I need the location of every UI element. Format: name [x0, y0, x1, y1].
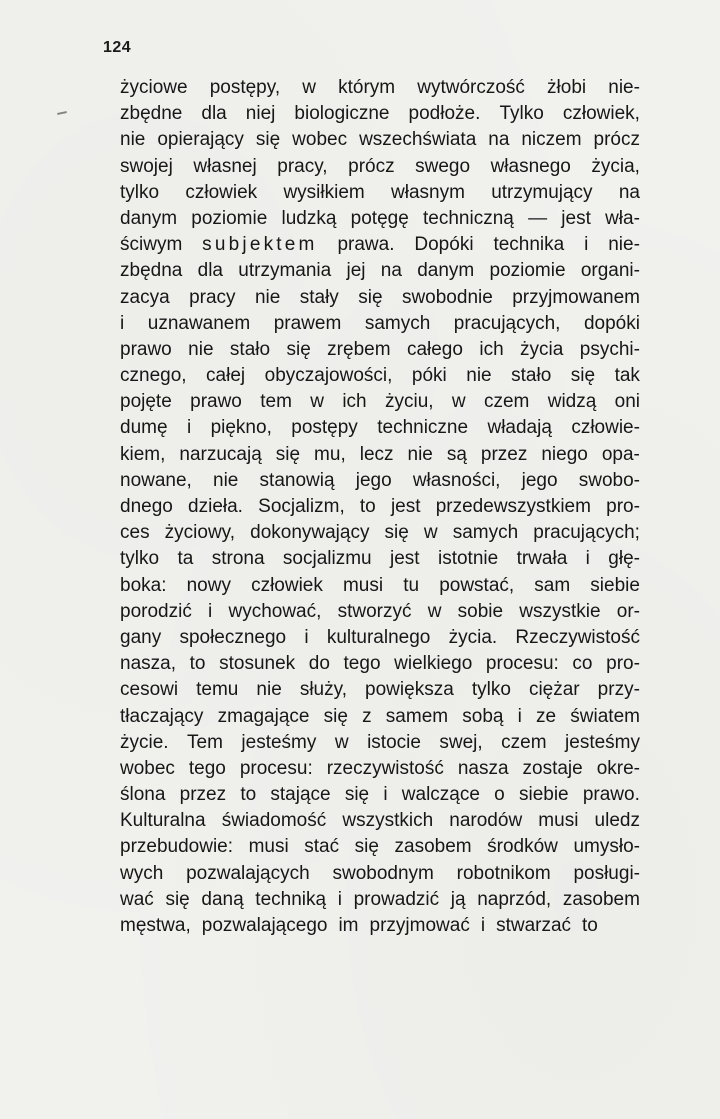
word: techniczną	[423, 207, 514, 229]
text-line	[120, 75, 640, 101]
word: subjektem	[202, 234, 318, 256]
word: ich	[342, 391, 367, 413]
word: niego	[541, 443, 588, 465]
word: swego	[415, 155, 471, 177]
word: i	[585, 548, 590, 570]
word: tego	[188, 757, 226, 779]
word: jest	[561, 207, 591, 229]
word: siebie	[590, 574, 640, 596]
word: nasza	[457, 757, 509, 779]
text-line	[120, 808, 640, 834]
word: —	[528, 207, 548, 229]
word: ze	[536, 705, 557, 727]
word: stanowią	[259, 469, 335, 491]
text-line	[120, 154, 640, 180]
word: życie.	[120, 731, 169, 753]
word: Kulturalna	[120, 810, 206, 832]
word: życiowy,	[164, 522, 236, 544]
word: i	[517, 705, 522, 727]
word: dzieła.	[188, 496, 243, 517]
text-line	[120, 756, 640, 782]
word: swobodnym	[332, 862, 434, 884]
word: swojej	[120, 155, 173, 177]
word: prócz	[348, 155, 395, 177]
word: uznawanem	[147, 312, 251, 334]
word: z	[362, 705, 372, 727]
word: postępy	[291, 417, 358, 439]
word: dokonywający	[250, 522, 370, 544]
word: nie	[188, 338, 214, 360]
word: stosunek	[219, 653, 296, 675]
word: służy,	[299, 679, 347, 701]
text-line	[120, 625, 640, 651]
text-line	[120, 415, 640, 441]
word: opa-	[601, 443, 640, 465]
text-line	[120, 258, 640, 284]
text-line	[120, 704, 640, 730]
word: samych	[452, 522, 519, 544]
word: przez	[480, 443, 528, 465]
word: siebie	[518, 784, 569, 806]
word: musi	[538, 810, 579, 832]
word: zostaje	[522, 757, 583, 779]
text-line	[120, 861, 640, 887]
word: nie-	[608, 77, 640, 98]
word: co	[572, 653, 593, 675]
word: psychi-	[579, 338, 640, 360]
word: głę-	[608, 548, 640, 570]
word: opierający	[157, 129, 244, 151]
word: swej,	[439, 731, 483, 753]
word: dopóki	[583, 312, 640, 334]
word: i	[208, 600, 213, 622]
word: człowiek	[251, 574, 323, 596]
word: cesowi	[120, 679, 179, 701]
word: narodów	[449, 810, 523, 832]
word: im	[338, 915, 359, 936]
text-line	[120, 180, 640, 206]
text-line	[120, 730, 640, 756]
word: technika	[493, 234, 565, 256]
word: procesu:	[485, 653, 559, 675]
word: trwała	[516, 548, 568, 570]
word: stworzyć	[337, 600, 412, 622]
word: tego	[343, 653, 381, 675]
word: na	[618, 181, 640, 203]
word: poziomie	[191, 207, 268, 229]
text-line	[120, 337, 640, 363]
word: całego	[406, 338, 463, 360]
word: człowie-	[571, 417, 640, 439]
word: mu,	[314, 443, 346, 465]
word: całej	[206, 365, 246, 387]
word: obyczajowości,	[264, 365, 393, 387]
word: przez	[179, 784, 227, 806]
text-line	[120, 782, 640, 808]
word: jego	[521, 469, 558, 491]
word: tłaczający	[120, 705, 204, 727]
word: boka:	[120, 574, 167, 596]
word: wła-	[605, 207, 640, 229]
word: sobą	[462, 705, 504, 727]
word: i	[120, 312, 125, 334]
word: istotnie	[437, 548, 499, 570]
word: zmagające	[217, 705, 310, 727]
word: się	[354, 836, 379, 858]
word: ich	[479, 338, 504, 360]
word: pracujących,	[453, 312, 561, 334]
word: się	[344, 784, 370, 806]
word: życia.	[448, 626, 498, 648]
word: utrzymania	[238, 260, 332, 282]
word: życiu,	[384, 391, 434, 413]
word: stały	[299, 286, 339, 308]
word: musi	[342, 574, 384, 596]
word: stać	[304, 836, 340, 858]
word: to	[189, 653, 206, 675]
word: wobec	[120, 757, 175, 779]
word: porodzić	[120, 600, 192, 622]
word: przyjmowanem	[512, 286, 640, 308]
word: się	[570, 365, 596, 387]
word: własnej	[193, 155, 257, 177]
word: sam	[534, 574, 571, 596]
word: prócz	[593, 129, 640, 151]
word: zrębem	[327, 338, 391, 360]
word: Tylko	[499, 103, 544, 125]
word: na	[488, 129, 510, 151]
text-line	[120, 834, 640, 860]
word: pojęte	[120, 391, 172, 413]
word: posługi-	[573, 862, 640, 884]
word: wać	[120, 888, 154, 910]
word: pracy,	[277, 155, 328, 177]
word: widzą	[547, 391, 597, 413]
word: danym	[417, 260, 475, 282]
word: nie-	[608, 234, 640, 256]
word: dnego	[120, 496, 173, 517]
word: techniczne	[377, 417, 469, 439]
text-line	[120, 573, 640, 599]
word: tylko	[120, 548, 160, 570]
word: nasza,	[120, 653, 176, 675]
word: robotnikom	[456, 862, 551, 884]
word: wych	[120, 862, 164, 884]
word: i	[186, 417, 192, 439]
word: podłoże.	[408, 103, 481, 125]
word: są	[446, 443, 467, 465]
word: się	[286, 338, 311, 360]
word: walczące	[401, 784, 480, 806]
word: ta	[177, 548, 194, 570]
word: procesu:	[239, 757, 313, 779]
word: jest	[390, 496, 421, 517]
word: ślona	[120, 784, 166, 806]
word: prawem	[273, 312, 342, 334]
word: organi-	[580, 260, 640, 282]
word: czem	[501, 731, 547, 753]
word: wszystkie	[519, 600, 601, 622]
word: w	[310, 391, 324, 413]
word: się	[165, 888, 190, 910]
word: przy-	[597, 679, 640, 701]
text-line	[120, 677, 640, 703]
word: człowiek	[185, 181, 258, 203]
word: Socjalizm,	[258, 496, 345, 517]
word: oni	[614, 391, 640, 413]
word: się	[323, 705, 348, 727]
text-line	[120, 599, 640, 625]
word: nie	[407, 443, 433, 465]
word: własnym	[391, 181, 465, 203]
word: światem	[570, 705, 640, 727]
word: tylko	[471, 679, 511, 701]
word: istocie	[367, 731, 421, 753]
word: przebudowie:	[120, 836, 234, 858]
word: lecz	[359, 443, 394, 465]
word: niej	[245, 103, 276, 125]
word: zbędna	[120, 260, 183, 282]
text-line	[120, 442, 640, 468]
word: Rzeczywistość	[515, 626, 640, 648]
word: o	[494, 784, 505, 806]
word: naprzód,	[477, 888, 552, 910]
word: samem	[385, 705, 449, 727]
word: społecznego	[179, 626, 287, 648]
word: dumę	[120, 417, 168, 439]
word: pozwalającego	[201, 915, 328, 936]
word: i	[383, 784, 388, 806]
word: w	[302, 77, 316, 98]
word: kulturalnego	[326, 626, 431, 648]
word: dla	[197, 260, 223, 282]
word: jesteśmy	[241, 731, 317, 753]
word: i	[304, 626, 309, 648]
word: to	[359, 496, 376, 517]
word: świadomość	[221, 810, 327, 832]
word: wszechświata	[359, 129, 477, 151]
word: dla	[201, 103, 227, 125]
word: musi	[248, 836, 289, 858]
word: danym	[120, 207, 178, 229]
word: prawo	[120, 338, 172, 360]
word: prawo.	[582, 784, 640, 806]
word: socjalizmu	[282, 548, 372, 570]
word: stające	[270, 784, 331, 806]
text-line	[120, 389, 640, 415]
word: własności,	[412, 469, 501, 491]
word: i	[584, 234, 589, 256]
word: wobec	[292, 129, 348, 151]
word: zasobem	[562, 888, 640, 910]
word: człowiek,	[562, 103, 640, 125]
word: strona	[211, 548, 265, 570]
word: życiowe	[120, 77, 188, 98]
word: wielkiego	[394, 653, 473, 675]
word: powiększa	[365, 679, 454, 701]
text-line	[120, 546, 640, 572]
word: zasobem	[394, 836, 472, 858]
word: się	[384, 522, 409, 544]
word: i	[480, 915, 486, 936]
word: prawa.	[337, 234, 395, 256]
word: potęgę	[350, 207, 409, 229]
word: wychować,	[228, 600, 322, 622]
word: jesteśmy	[565, 731, 640, 753]
word: wszystkich	[342, 810, 434, 832]
word: się	[255, 129, 281, 151]
word: nie	[256, 679, 282, 701]
word: nie	[213, 469, 239, 491]
word: pro-	[606, 496, 640, 517]
word: władają	[487, 417, 552, 439]
word: nowy	[186, 574, 231, 596]
word: okre-	[596, 757, 640, 779]
word: wysiłkiem	[283, 181, 365, 203]
text-line	[120, 101, 640, 127]
word: Dopóki	[414, 234, 474, 256]
word: kiem,	[120, 443, 166, 465]
word: utrzymujący	[491, 181, 593, 203]
word: środków	[487, 836, 558, 858]
word: w	[334, 731, 349, 753]
word: w	[451, 391, 466, 413]
word: uledz	[594, 810, 640, 832]
word: własnego	[490, 155, 571, 177]
text-line	[120, 887, 640, 913]
word: narzucają	[179, 443, 262, 465]
body-text	[120, 75, 640, 939]
word: rzeczywistość	[326, 757, 444, 779]
word: życia,	[591, 155, 640, 177]
word: przyjmować	[369, 915, 470, 936]
text-line	[120, 363, 640, 389]
word: techniką	[255, 888, 327, 910]
text-line	[120, 913, 640, 939]
word: wytwórczość	[417, 77, 525, 98]
word: żłobi	[547, 77, 587, 98]
word: tu	[403, 574, 420, 596]
word: męstwa,	[120, 915, 191, 936]
word: ces	[120, 522, 150, 544]
word: swobo-	[578, 469, 640, 491]
word: pro-	[606, 653, 640, 675]
word: do	[308, 653, 330, 675]
word: prawo	[190, 391, 242, 413]
word: daną	[201, 888, 244, 910]
word: powstać,	[439, 574, 515, 596]
text-line	[120, 468, 640, 494]
word: to	[582, 915, 598, 936]
word: czem	[483, 391, 530, 413]
word: prowadzić	[353, 888, 440, 910]
text-line	[120, 494, 640, 520]
word: tak	[614, 365, 640, 387]
word: na	[380, 260, 402, 282]
word: stało	[511, 365, 552, 387]
word: gany	[120, 626, 162, 648]
word: którym	[338, 77, 396, 98]
word: temu	[196, 679, 239, 701]
word: to	[240, 784, 257, 806]
word: się	[358, 286, 383, 308]
page-number: 124	[103, 39, 132, 56]
word: póki	[411, 365, 447, 387]
word: ją	[450, 888, 466, 910]
word: poziomie	[489, 260, 566, 282]
word: or-	[616, 600, 640, 622]
word: nie	[120, 129, 146, 151]
word: pracy	[189, 286, 236, 308]
word: przedewszystkiem	[435, 496, 591, 517]
word: piękno,	[210, 417, 272, 439]
word: ludzką	[281, 207, 337, 229]
word: zbędne	[120, 103, 183, 125]
word: życia	[520, 338, 564, 360]
word: umysło-	[573, 836, 640, 858]
word: tylko	[120, 181, 160, 203]
word: ściwym	[120, 234, 183, 256]
word: Tem	[187, 731, 223, 753]
margin-mark	[57, 111, 67, 115]
text-line	[120, 520, 640, 546]
text-line	[120, 127, 640, 153]
word: w	[427, 600, 442, 622]
word: jego	[355, 469, 392, 491]
word: samych	[364, 312, 431, 334]
word: postępy,	[209, 77, 281, 98]
word: w	[423, 522, 438, 544]
text-line	[120, 232, 640, 258]
word: jest	[390, 548, 420, 570]
word: stwarzać	[496, 915, 572, 936]
word: nie	[466, 365, 492, 387]
word: ciężar	[528, 679, 580, 701]
word: sobie	[457, 600, 504, 622]
word: niczem	[521, 129, 582, 151]
word: pozwalających	[186, 862, 310, 884]
text-line	[120, 311, 640, 337]
word: pracujących;	[533, 522, 640, 544]
word: biologiczne	[294, 103, 390, 125]
text-line	[120, 285, 640, 311]
word: swobodnie	[401, 286, 493, 308]
word: się	[275, 443, 301, 465]
word: tem	[260, 391, 292, 413]
text-line	[120, 206, 640, 232]
word: i	[337, 888, 342, 910]
word: zacya	[120, 286, 170, 308]
word: nie	[254, 286, 281, 308]
word: jej	[346, 260, 366, 282]
word: stało	[229, 338, 271, 360]
word: cznego,	[120, 365, 187, 387]
text-line	[120, 651, 640, 677]
word: nowane,	[120, 469, 192, 491]
